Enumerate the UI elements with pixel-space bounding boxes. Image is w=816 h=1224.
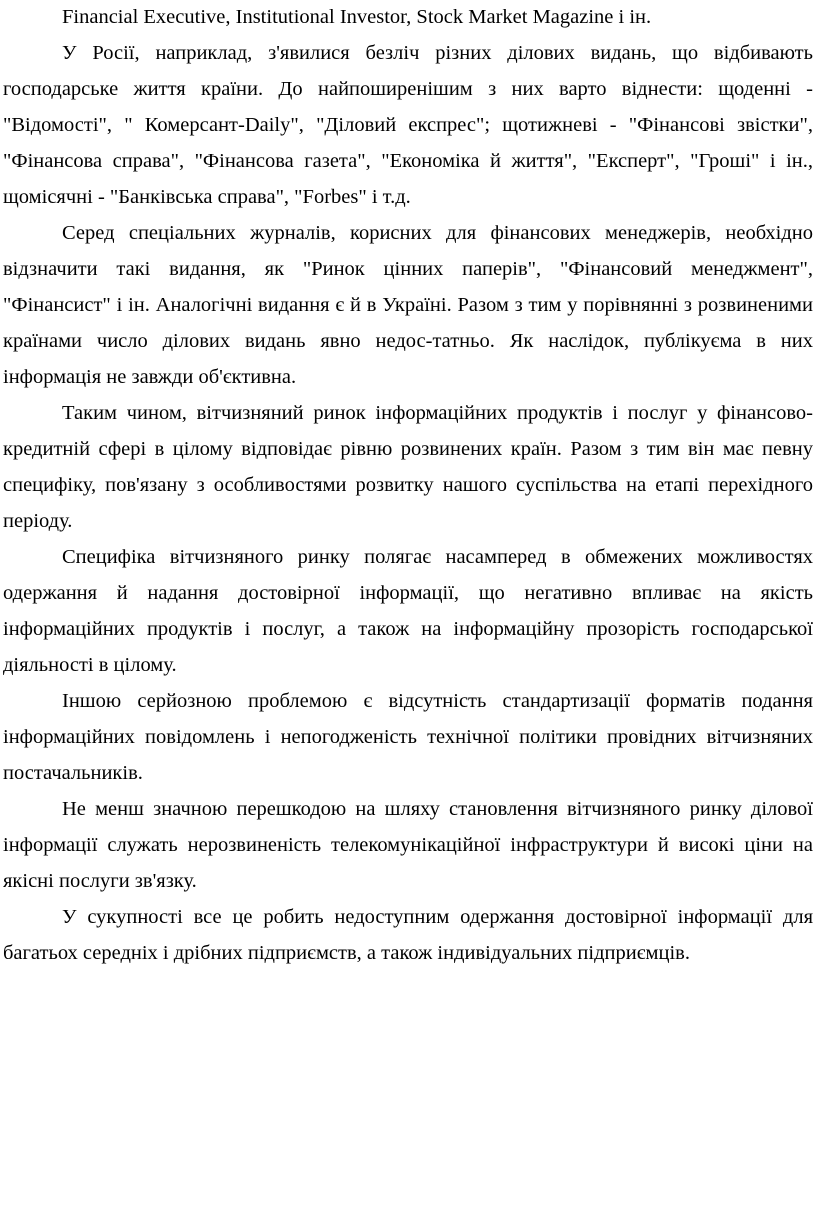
paragraph-infrastructure-obstacle: Не менш значною перешкодою на шляху становлення вітчизняного ринку ділової інформації служать нерозвиненість телекомунікаційної інфраструктури й високі ціни на якісні послуги зв'язку. bbox=[3, 798, 813, 892]
paragraph-russian-publications: У Росії, наприклад, з'явилися безліч різних ділових видань, що відбивають господарське життя країни. До найпоширенішим з них варто віднести: щоденні - "Відомості", " Комерсант-Daily", "Діловий експрес"; щотижневі - "Фінансові звістки", "Фінансова справа", "Фінансова газета", "Економіка й життя", "Експерт", "Гроші" і ін., щомісячні - "Банківська справа", "Forbes" і т.д. bbox=[3, 42, 813, 208]
paragraph-market-specifics: Специфіка вітчизняного ринку полягає насамперед в обмежених можливостях одержання й надання достовірної інформації, що негативно впливає на якість інформаційних продуктів і послуг, а також на інформаційну прозорість господарської діяльності в цілому. bbox=[3, 546, 813, 676]
paragraph-special-journals: Серед спеціальних журналів, корисних для фінансових менеджерів, необхідно відзначити такі видання, як "Ринок цінних паперів", "Фінансовий менеджмент", "Фінансист" і ін. Аналогічні видання є й в Україні. Разом з тим у порівнянні з розвиненими країнами число ділових видань явно недос-татньо. Як наслідок, публікуєма в них інформація не завжди об'єктивна. bbox=[3, 222, 813, 388]
paragraph-conclusion: У сукупності все це робить недоступним одержання достовірної інформації для багатьох середніх і дрібних підприємств, а також індивідуальних підприємців. bbox=[3, 906, 813, 964]
paragraph-continuation: Financial Executive, Institutional Investor, Stock Market Magazine і ін. bbox=[62, 6, 652, 28]
paragraph-domestic-market: Таким чином, вітчизняний ринок інформаційних продуктів і послуг у фінансово-кредитній сфері в цілому відповідає рівню розвинених країн. Разом з тим він має певну специфіку, пов'язану з особливостями розвитку нашого суспільства на етапі перехідного періоду. bbox=[3, 402, 813, 532]
paragraph-standardization-problem: Іншою серйозною проблемою є відсутність стандартизації форматів подання інформаційних повідомлень і непогодженість технічної політики провідних вітчизняних постачальників. bbox=[3, 690, 813, 784]
